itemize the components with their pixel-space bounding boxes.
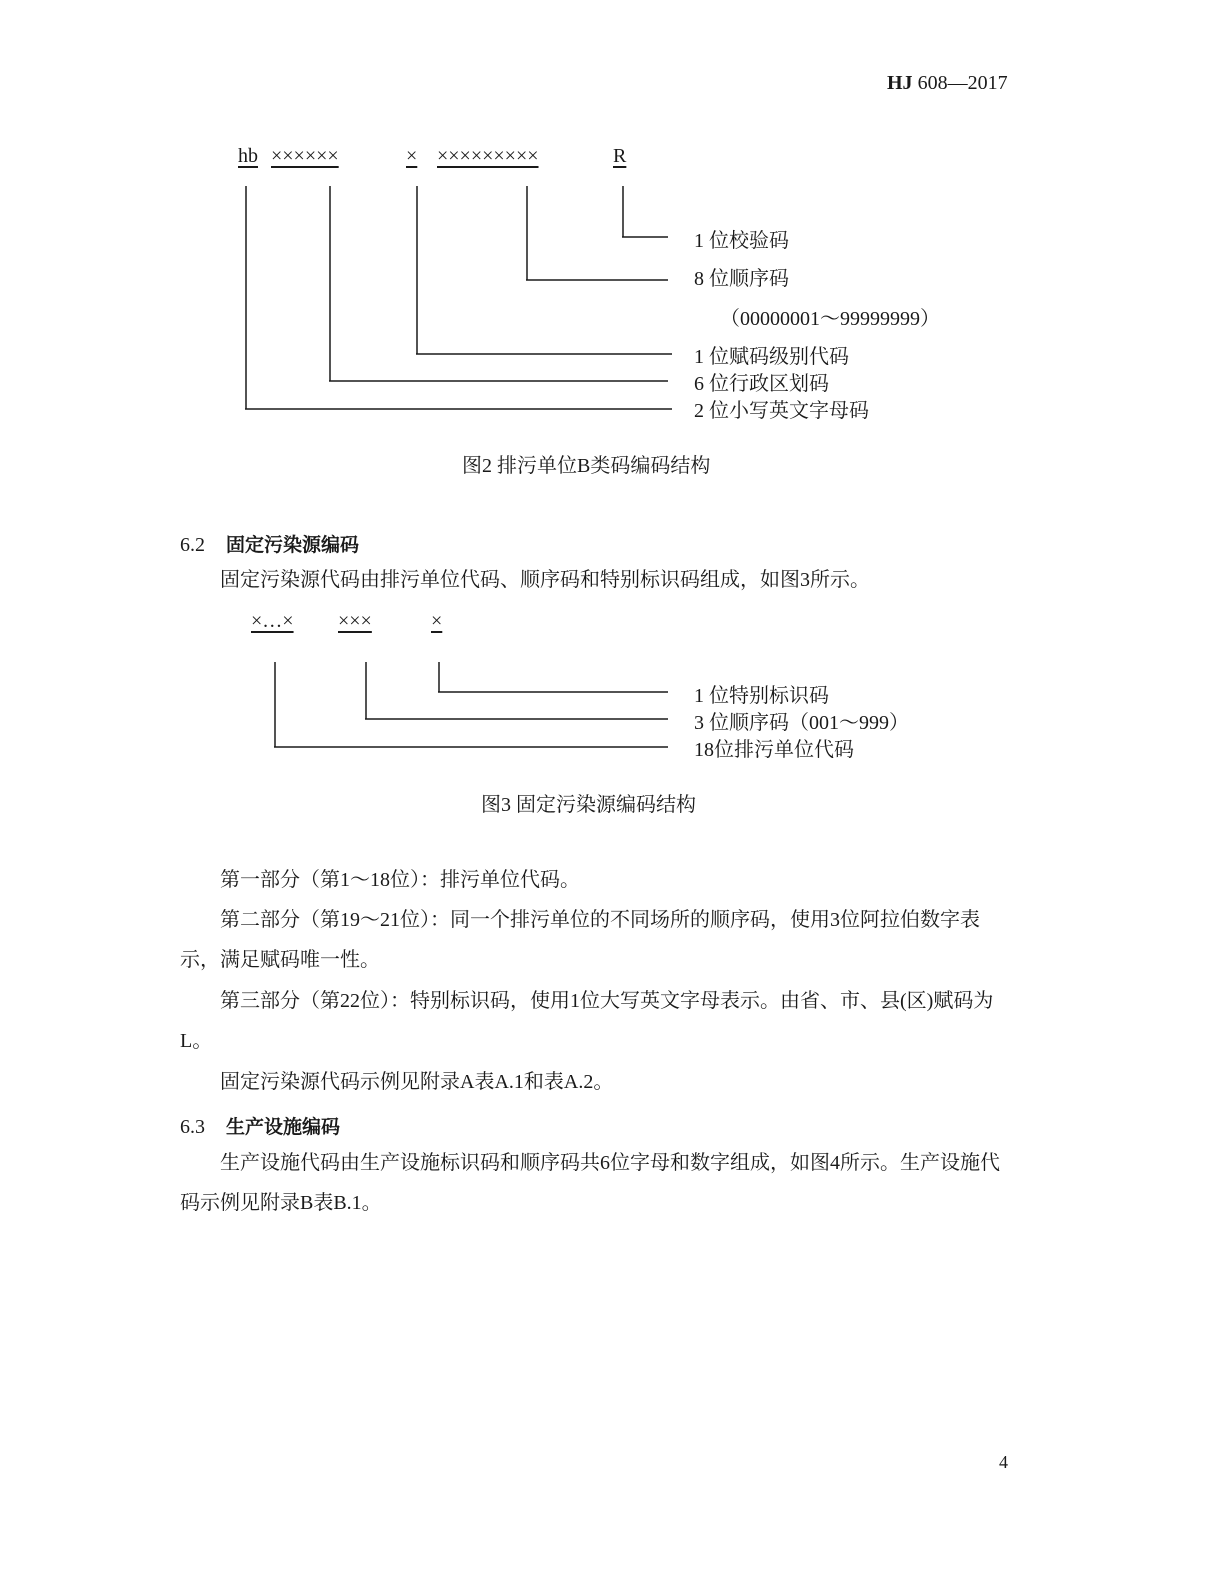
page-number: 4: [999, 1452, 1008, 1472]
fig2-code-level: ×: [406, 145, 418, 167]
section-6-2-heading: [180, 530, 359, 557]
fig2-label-alpha: 2 位小写英文字母码: [694, 400, 869, 422]
section-number: 6.3: [180, 1116, 205, 1138]
section-6-3-body: 生产设施代码由生产设施标识码和顺序码共6位字母和数字组成，如图4所示。生产设施代码示例见附录B表B.1。: [180, 1152, 1000, 1214]
fig2-label-seq-range: （00000001～99999999）: [720, 308, 940, 330]
paragraph-part2: 第二部分（第19～21位）：同一个排污单位的不同场所的顺序码，使用3位阿拉伯数字表示，满足赋码唯一性。: [180, 909, 980, 971]
fig3-label-flag: 1 位特别标识码: [694, 685, 829, 707]
fig3-caption: 图3 固定污染源编码结构: [481, 794, 696, 816]
fig2-label-admin: 6 位行政区划码: [694, 373, 829, 395]
fig3-code-unit: ×…×: [251, 610, 294, 632]
fig3-code-flag: ×: [431, 610, 443, 632]
section-number: 6.2: [180, 534, 205, 556]
fig3-label-unit: 18位排污单位代码: [694, 739, 854, 761]
fig2-label-check: 1 位校验码: [694, 230, 789, 252]
paragraph-part1: 第一部分（第1～18位）：排污单位代码。: [220, 869, 580, 891]
standard-number: HJ 608—2017: [887, 72, 1008, 94]
paragraph-part3: 第三部分（第22位）：特别标识码，使用1位大写英文字母表示。由省、市、县(区)赋码为L。: [180, 990, 994, 1052]
fig2-code-prefix: hb: [238, 145, 258, 167]
section-6-2-intro: 固定污染源代码由排污单位代码、顺序码和特别标识码组成，如图3所示。: [220, 569, 870, 591]
paragraph-example-ref: 固定污染源代码示例见附录A表A.1和表A.2。: [220, 1071, 614, 1093]
section-title: 生产设施编码: [226, 1116, 341, 1138]
fig2-label-level: 1 位赋码级别代码: [694, 346, 849, 368]
fig2-caption: 图2 排污单位B类码编码结构: [462, 455, 711, 477]
fig2-code-admin: ××××××: [271, 145, 339, 167]
fig2-label-seq: 8 位顺序码: [694, 268, 789, 290]
fig3-code-seq: ×××: [338, 610, 372, 632]
fig2-code-seq: ×××××××××: [437, 145, 539, 167]
section-title: 固定污染源编码: [226, 534, 360, 556]
fig3-label-seq: 3 位顺序码（001～999）: [694, 712, 909, 734]
fig2-code-check: R: [613, 145, 627, 167]
section-6-3-heading: [180, 1112, 340, 1139]
